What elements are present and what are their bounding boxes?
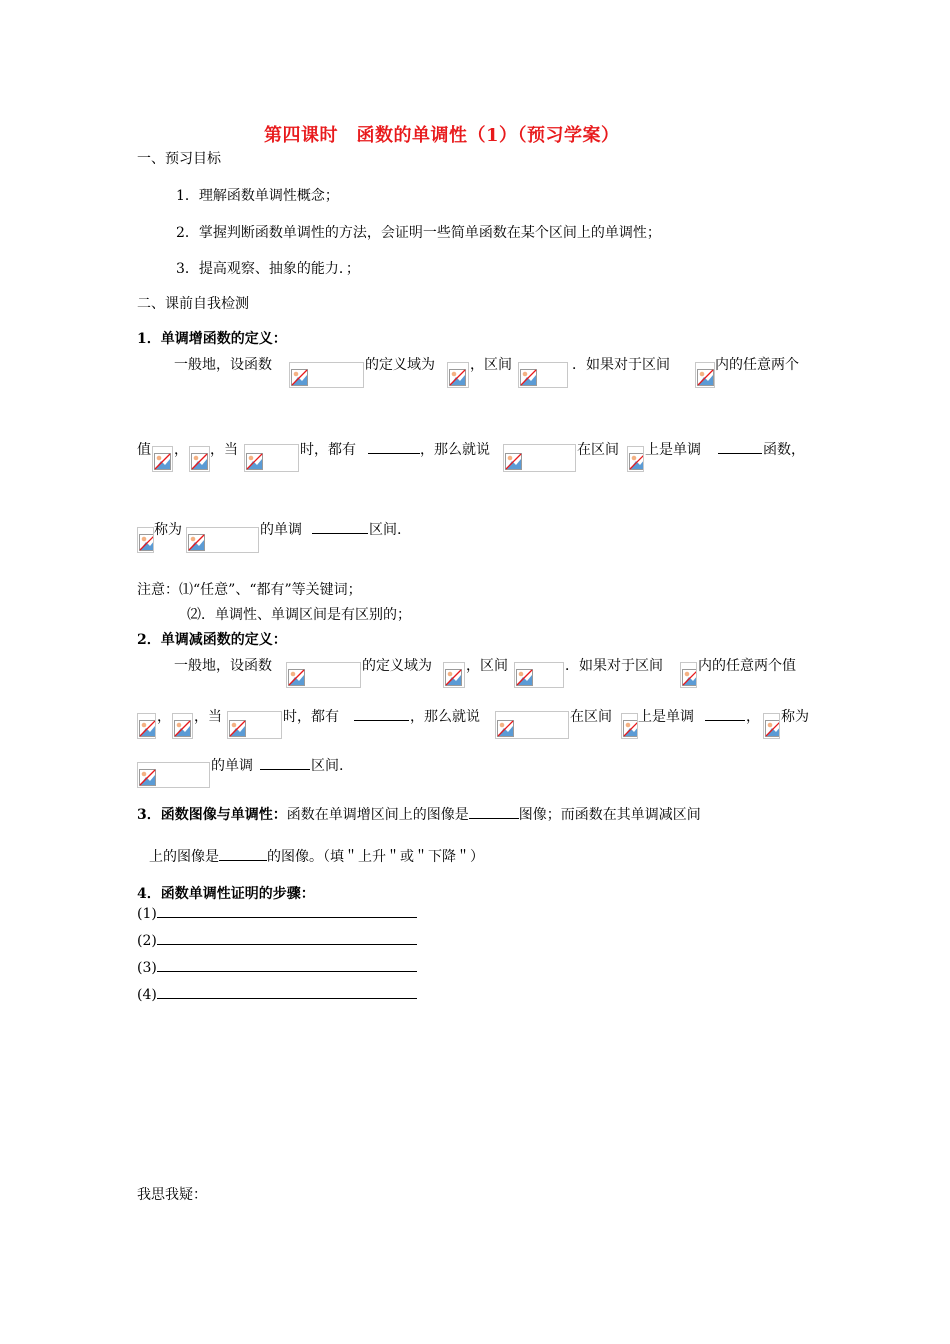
formula-image xyxy=(627,446,644,472)
q3-text: 函数在单调增区间上的图像是 xyxy=(286,807,469,823)
q1-text: 内的任意两个 xyxy=(715,357,799,373)
blank[interactable] xyxy=(718,441,762,454)
q1-text: 的单调 xyxy=(260,522,302,538)
q4-heading: 4．函数单调性证明的步骤： xyxy=(137,886,315,902)
step-number: (2) xyxy=(137,933,157,949)
formula-image xyxy=(286,662,361,688)
formula-image xyxy=(518,362,568,388)
formula-image xyxy=(680,662,697,688)
goal-item-3: 3．提高观察、抽象的能力．； xyxy=(176,261,360,277)
q2-text: 称为 xyxy=(781,709,809,725)
blank[interactable] xyxy=(354,708,409,721)
step-number: (1) xyxy=(137,906,157,922)
note-line: ⑵．单调性、单调区间是有区别的； xyxy=(187,607,411,623)
formula-image xyxy=(514,662,564,688)
q1-heading: 1．单调增函数的定义： xyxy=(137,331,287,347)
q3-label: 3．函数图像与单调性： xyxy=(137,807,287,823)
note-line: 注意：⑴“任意”、“都有”等关键词； xyxy=(137,582,362,598)
q2-text: ．如果对于区间 xyxy=(565,658,663,674)
q2-text: ，区间 xyxy=(466,658,508,674)
q1-text: ，那么就说 xyxy=(420,442,490,458)
q1-text: 函数， xyxy=(763,442,805,458)
goal-item-1: 1．理解函数单调性概念； xyxy=(176,188,339,204)
formula-image xyxy=(495,711,569,739)
formula-image xyxy=(447,362,469,388)
q2-text: 时，都有 xyxy=(283,709,339,725)
q3-text: 上的图像是 xyxy=(149,849,219,865)
q2-text: 一般地，设函数 xyxy=(174,658,272,674)
q1-text: 值 xyxy=(137,442,151,458)
q1-text: 一般地，设函数 xyxy=(174,357,272,373)
formula-image xyxy=(189,446,210,472)
q1-text: ， xyxy=(174,442,188,458)
q2-text: 的定义域为 xyxy=(362,658,432,674)
formula-image xyxy=(763,713,780,739)
section-heading-goals: 一、预习目标 xyxy=(137,151,221,167)
blank[interactable] xyxy=(219,848,267,861)
step-row xyxy=(137,932,417,950)
q2-text: 内的任意两个值 xyxy=(698,658,796,674)
formula-image xyxy=(503,444,576,472)
formula-image xyxy=(244,444,299,472)
q1-text: 区间. xyxy=(369,522,402,538)
formula-image xyxy=(443,662,465,688)
step-row xyxy=(137,905,417,923)
q3-line-1 xyxy=(137,806,701,824)
q1-text: 在区间 xyxy=(577,442,619,458)
q3-text: 图像；而函数在其单调减区间 xyxy=(518,807,701,823)
q1-text: 上是单调 xyxy=(645,442,701,458)
q2-text: ，当 xyxy=(194,709,222,725)
formula-image xyxy=(227,711,282,739)
formula-image xyxy=(695,362,715,388)
blank[interactable] xyxy=(312,521,368,534)
step-row xyxy=(137,986,417,1004)
q1-text: ，区间 xyxy=(470,357,512,373)
q2-heading: 2．单调减函数的定义： xyxy=(137,632,287,648)
step-blank[interactable] xyxy=(157,959,417,972)
q1-text: 称为 xyxy=(154,522,182,538)
q2-text: 上是单调 xyxy=(638,709,694,725)
formula-image xyxy=(137,527,154,553)
formula-image xyxy=(186,527,259,553)
q1-text: 的定义域为 xyxy=(365,357,435,373)
formula-image xyxy=(172,713,193,739)
step-row xyxy=(137,959,417,977)
blank[interactable] xyxy=(705,708,745,721)
q2-text: ， xyxy=(157,709,171,725)
q1-text: ．如果对于区间 xyxy=(572,357,670,373)
formula-image xyxy=(621,713,638,739)
blank[interactable] xyxy=(469,806,519,819)
formula-image xyxy=(152,446,173,472)
blank[interactable] xyxy=(368,441,420,454)
q2-text: 的单调 xyxy=(211,758,253,774)
formula-image xyxy=(137,713,156,739)
section-heading-selfcheck: 二、课前自我检测 xyxy=(137,296,249,312)
step-blank[interactable] xyxy=(157,932,417,945)
q2-text: ，那么就说 xyxy=(410,709,480,725)
goal-item-2: 2．掌握判断函数单调性的方法，会证明一些简单函数在某个区间上的单调性； xyxy=(176,225,661,241)
step-blank[interactable] xyxy=(157,905,417,918)
q2-text: ， xyxy=(746,709,760,725)
reflection-label: 我思我疑： xyxy=(137,1187,207,1203)
q2-text: 在区间 xyxy=(570,709,612,725)
step-number: (3) xyxy=(137,960,157,976)
formula-image xyxy=(137,762,210,788)
formula-image xyxy=(289,362,364,388)
q1-text: ，当 xyxy=(210,442,238,458)
q2-text: 区间. xyxy=(311,758,344,774)
page-title: 第四课时 函数的单调性（1）（预习学案） xyxy=(264,125,620,146)
step-blank[interactable] xyxy=(157,986,417,999)
q1-text: 时，都有 xyxy=(300,442,356,458)
q3-line-2 xyxy=(149,848,484,866)
q3-text: 的图像。（填＂上升＂或＂下降＂） xyxy=(267,849,484,865)
blank[interactable] xyxy=(260,757,310,770)
step-number: (4) xyxy=(137,987,157,1003)
